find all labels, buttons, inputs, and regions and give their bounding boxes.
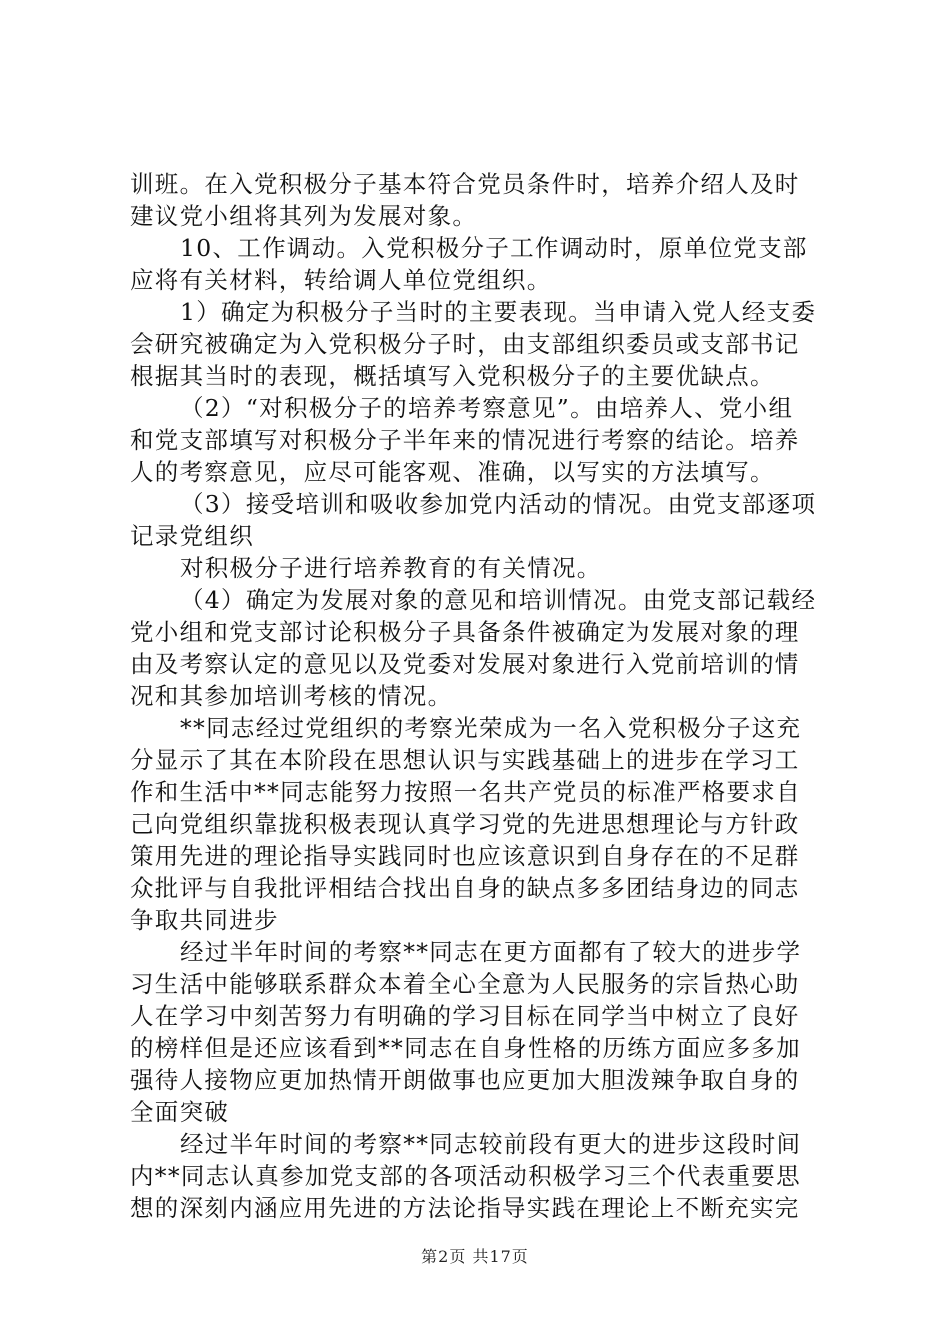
text-line: 人在学习中刻苦努力有明确的学习目标在同学当中树立了良好	[130, 1002, 800, 1030]
text-line: 会研究被确定为入党积极分子时，由支部组织委员或支部书记	[130, 330, 800, 358]
text-line: 争取共同进步	[130, 906, 279, 934]
text-line: 党小组和党支部讨论积极分子具备条件被确定为发展对象的理	[130, 618, 800, 646]
text-line: 内**同志认真参加党支部的各项活动积极学习三个代表重要思	[130, 1162, 801, 1190]
text-line: 习生活中能够联系群众本着全心全意为人民服务的宗旨热心助	[130, 970, 800, 998]
text-line: 想的深刻内涵应用先进的方法论指导实践在理论上不断充实完	[130, 1194, 800, 1222]
text-line: 建议党小组将其列为发展对象。	[130, 202, 478, 230]
text-line: 记录党组织	[130, 522, 254, 550]
text-line: 人的考察意见，应尽可能客观、准确，以写实的方法填写。	[130, 458, 775, 486]
text-line: 分显示了其在本阶段在思想认识与实践基础上的进步在学习工	[130, 746, 800, 774]
text-line: 众批评与自我批评相结合找出自身的缺点多多团结身边的同志	[130, 874, 800, 902]
text-line: 10、工作调动。入党积极分子工作调动时，原单位党支部	[180, 234, 808, 262]
text-line: 作和生活中**同志能努力按照一名共产党员的标准严格要求自	[130, 778, 801, 806]
text-line: 训班。在入党积极分子基本符合党员条件时，培养介绍人及时	[130, 170, 800, 198]
text-line: **同志经过党组织的考察光荣成为一名入党积极分子这充	[180, 714, 802, 742]
text-line: 策用先进的理论指导实践同时也应该意识到自身存在的不足群	[130, 842, 800, 870]
text-line: 的榜样但是还应该看到**同志在自身性格的历练方面应多多加	[130, 1034, 801, 1062]
document-body	[130, 168, 830, 1224]
text-line: 己向党组织靠拢积极表现认真学习党的先进思想理论与方针政	[130, 810, 800, 838]
text-line: 1）确定为积极分子当时的主要表现。当申请入党人经支委	[180, 298, 817, 326]
text-line: （3）接受培训和吸收参加党内活动的情况。由党支部逐项	[180, 490, 817, 518]
text-line: 强待人接物应更加热情开朗做事也应更加大胆泼辣争取自身的	[130, 1066, 800, 1094]
text-line: 况和其参加培训考核的情况。	[130, 682, 453, 710]
text-line: （2）“对积极分子的培养考察意见”。由培养人、党小组	[180, 394, 794, 422]
text-line: 经过半年时间的考察**同志较前段有更大的进步这段时间	[180, 1130, 802, 1158]
page-number-footer: 第2页 共17页	[421, 1247, 529, 1266]
text-line: （4）确定为发展对象的意见和培训情况。由党支部记载经	[180, 586, 817, 614]
text-line: 对积极分子进行培养教育的有关情况。	[180, 554, 602, 582]
text-line: 经过半年时间的考察**同志在更方面都有了较大的进步学	[180, 938, 802, 966]
text-line: 和党支部填写对积极分子半年来的情况进行考察的结论。培养	[130, 426, 800, 454]
text-line: 根据其当时的表现，概括填写入党积极分子的主要优缺点。	[130, 362, 775, 390]
text-line: 由及考察认定的意见以及党委对发展对象进行入党前培训的情	[130, 650, 800, 678]
text-line: 应将有关材料，转给调人单位党组织。	[130, 266, 552, 294]
text-line: 全面突破	[130, 1098, 230, 1126]
